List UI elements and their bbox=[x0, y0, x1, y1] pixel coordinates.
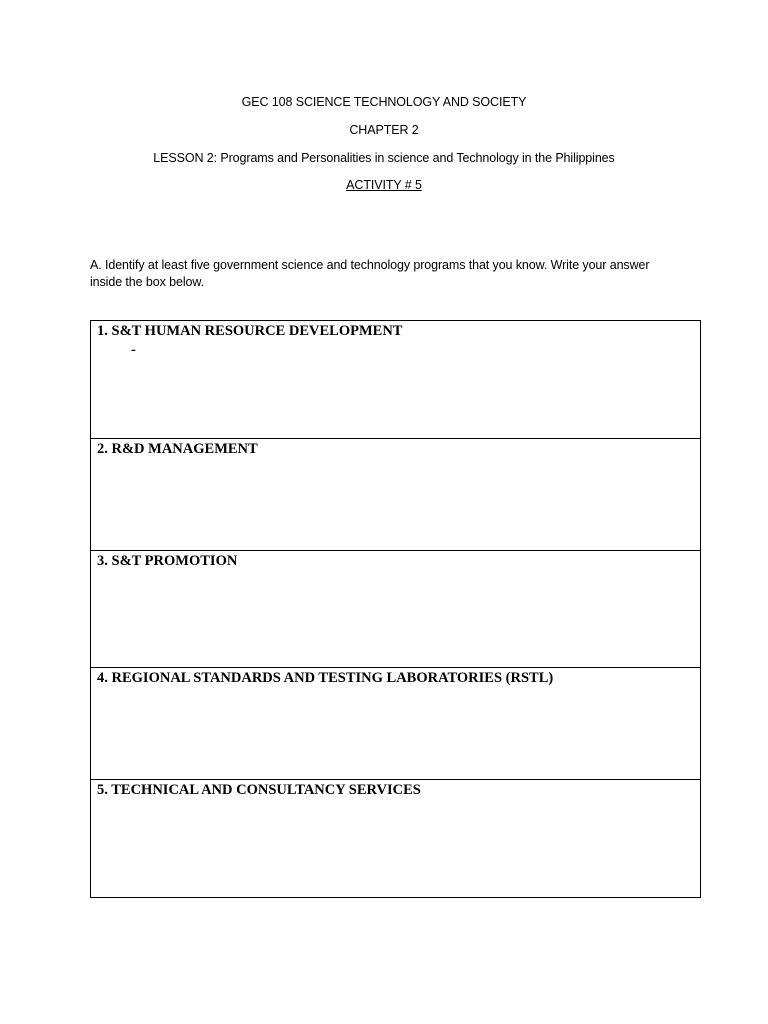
answer-row-3[interactable] bbox=[91, 551, 700, 668]
answer-box bbox=[90, 320, 701, 898]
answer-note-1: - bbox=[131, 342, 136, 358]
answer-row-4[interactable] bbox=[91, 668, 700, 780]
answer-row-2[interactable] bbox=[91, 439, 700, 551]
answer-title-2: 2. R&D MANAGEMENT bbox=[97, 441, 258, 457]
answer-title-4: 4. REGIONAL STANDARDS AND TESTING LABORATORIES (RSTL) bbox=[97, 670, 554, 686]
instructions bbox=[90, 257, 690, 291]
instructions-line-2: inside the box below. bbox=[90, 275, 204, 289]
answer-title-3: 3. S&T PROMOTION bbox=[97, 553, 238, 569]
answer-title-5: 5. TECHNICAL AND CONSULTANCY SERVICES bbox=[97, 782, 421, 798]
lesson-title: LESSON 2: Programs and Personalities in science and Technology in the Philippines bbox=[153, 151, 615, 165]
answer-row-1[interactable] bbox=[91, 321, 700, 439]
course-title: GEC 108 SCIENCE TECHNOLOGY AND SOCIETY bbox=[241, 95, 527, 109]
instructions-line-1: A. Identify at least five government science and technology programs that you know. Write your answer bbox=[90, 258, 650, 272]
chapter-title: CHAPTER 2 bbox=[349, 123, 419, 137]
answer-title-1: 1. S&T HUMAN RESOURCE DEVELOPMENT bbox=[97, 323, 403, 339]
activity-label: ACTIVITY # 5 bbox=[346, 178, 422, 192]
answer-row-5[interactable] bbox=[91, 780, 700, 897]
activity-title bbox=[0, 177, 768, 193]
